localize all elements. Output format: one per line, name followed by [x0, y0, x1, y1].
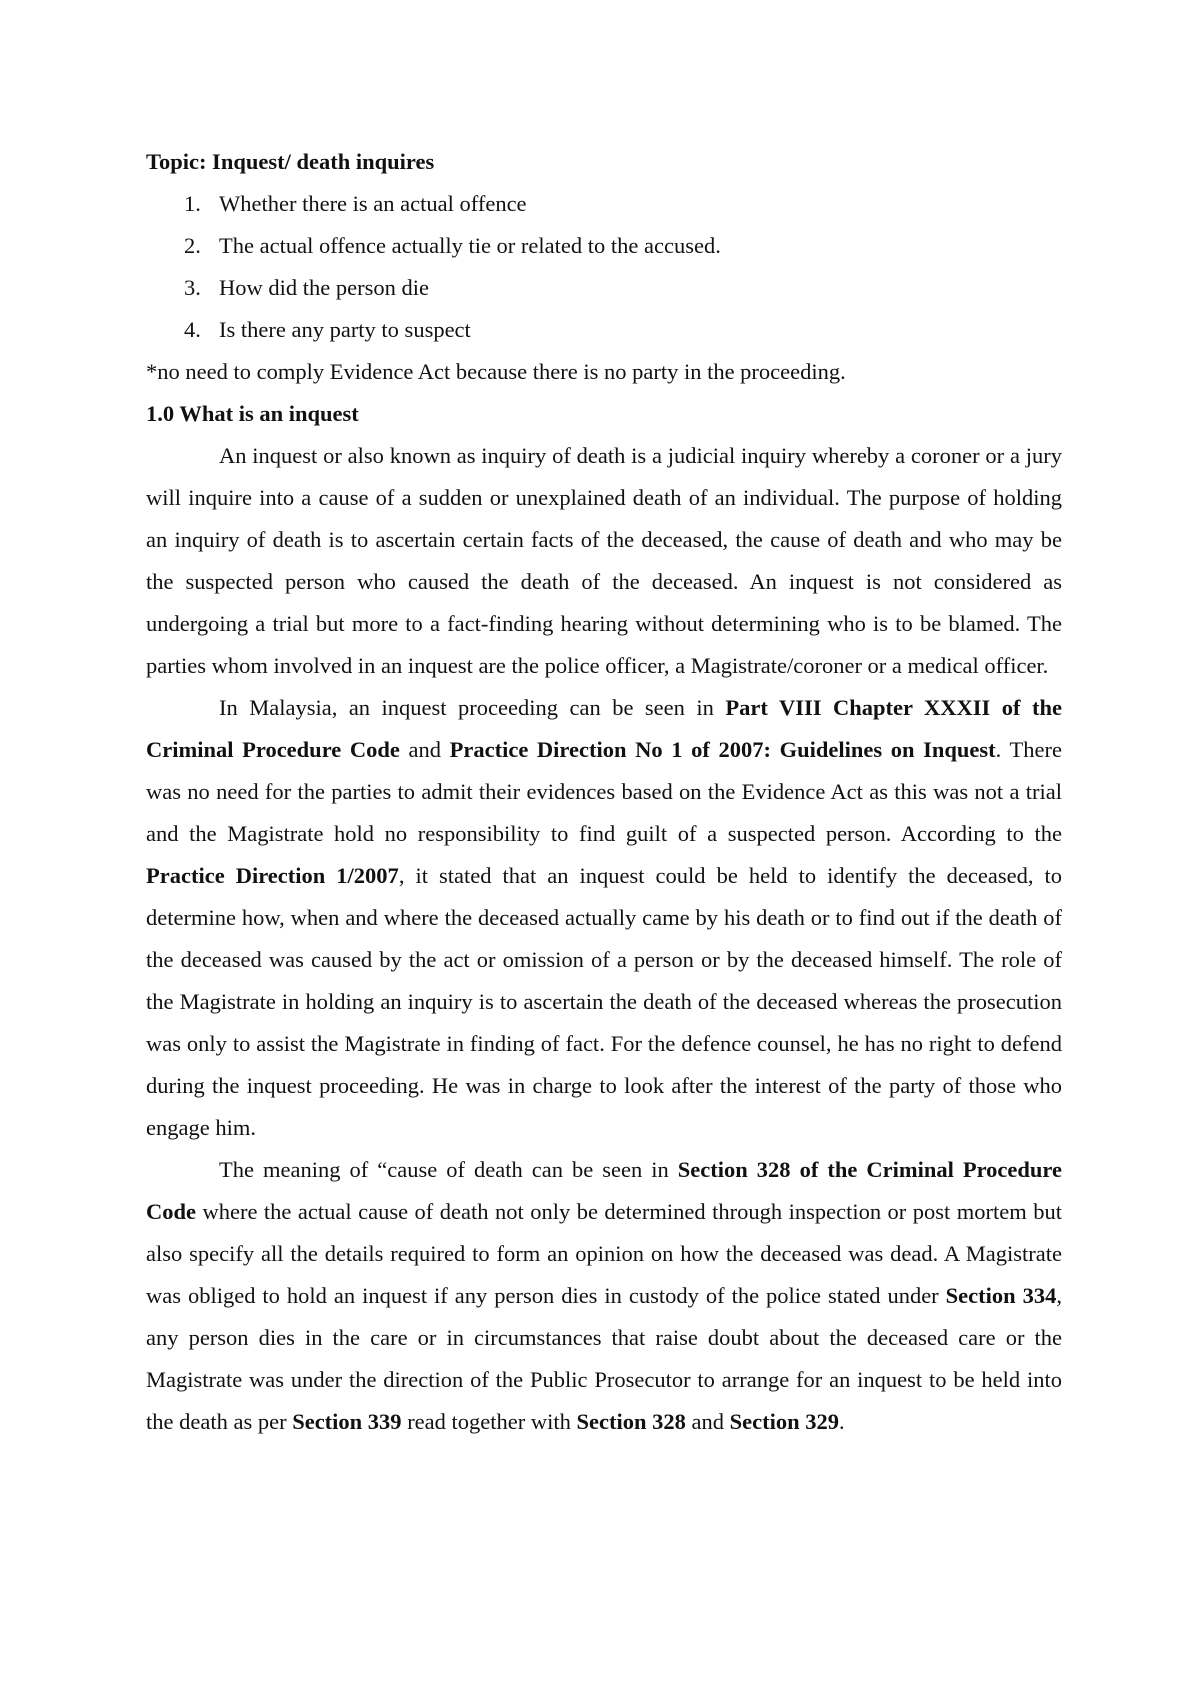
list-item-text: Whether there is an actual offence [219, 191, 527, 216]
paragraph-text: read together with [401, 1409, 577, 1434]
list-item-text: How did the person die [219, 275, 429, 300]
topic-heading: Topic: Inquest/ death inquires [146, 149, 435, 174]
list-item-text: The actual offence actually tie or related to the accused. [219, 233, 721, 258]
paragraph-malaysia-law [146, 687, 1062, 1149]
section-heading: 1.0 What is an inquest [146, 401, 359, 426]
list-item [146, 183, 1062, 225]
paragraph-text: and [685, 1409, 730, 1434]
paragraph-cause-of-death [146, 1149, 1062, 1443]
paragraph-text: In Malaysia, an inquest proceeding can be seen in [219, 695, 726, 720]
paragraph-text: and [399, 737, 450, 762]
paragraph-text: . [839, 1409, 845, 1434]
evidence-act-note: *no need to comply Evidence Act because there is no party in the proceeding. [146, 359, 846, 384]
legal-reference: Practice Direction No 1 of 2007: Guidelines on Inquest [449, 737, 996, 762]
list-item-number: 1. [184, 191, 201, 216]
legal-reference: Practice Direction 1/2007 [146, 863, 399, 888]
paragraph-text: The meaning of “cause of death can be seen in [219, 1157, 678, 1182]
paragraph-text: , it stated that an inquest could be held to identify the deceased, to determine how, when and where the deceased actually came by his death or to find out if the death of the deceased was caused by the act or omission of a person or by the deceased himself. The role of the Magistrate in holding an inquiry is to ascertain the death of the deceased whereas the prosecution was only to assist the Magistrate in finding of fact. For the defence counsel, he has no right to defend during the inquest proceeding. He was in charge to look after the interest of the party of those who engage him. [146, 863, 1062, 1140]
list-item [146, 309, 1062, 351]
question-list [146, 183, 1062, 351]
paragraph-text: . There was no need for the parties to admit their evidences based on the Evidence Act as this was not a trial and the Magistrate hold no responsibility to find guilt of a suspected person. According to the [146, 737, 1062, 846]
list-item-number: 2. [184, 233, 201, 258]
list-item-number: 4. [184, 317, 201, 342]
legal-reference: Section 329 [729, 1409, 839, 1434]
paragraph-definition: An inquest or also known as inquiry of death is a judicial inquiry whereby a coroner or a jury will inquire into a cause of a sudden or unexplained death of an individual. The purpose of holding an inquiry of death is to ascertain certain facts of the deceased, the cause of death and who may be the suspected person who caused the death of the deceased. An inquest is not considered as undergoing a trial but more to a fact-finding hearing without determining who is to be blamed. The parties whom involved in an inquest are the police officer, a Magistrate/coroner or a medical officer. [146, 443, 1062, 678]
list-item-text: Is there any party to suspect [219, 317, 471, 342]
legal-reference: Section 328 of the Criminal Procedure Code [146, 1157, 1063, 1224]
paragraph-text: , any person dies in the care or in circumstances that raise doubt about the deceased care or the Magistrate was under the direction of the Public Prosecutor to arrange for an inquest to be held into the death as per [146, 1283, 1062, 1434]
list-item [146, 267, 1062, 309]
list-item-number: 3. [184, 275, 201, 300]
legal-reference: Part VIII Chapter XXXII of the Criminal Procedure Code [146, 695, 1063, 762]
paragraph-text: where the actual cause of death not only be determined through inspection or post mortem but also specify all the details required to form an opinion on how the deceased was dead. A Magistrate was obliged to hold an inquest if any person dies in custody of the police stated under [146, 1199, 1062, 1308]
legal-reference: Section 334 [945, 1283, 1057, 1308]
list-item [146, 225, 1062, 267]
legal-reference: Section 328 [576, 1409, 686, 1434]
legal-reference: Section 339 [292, 1409, 402, 1434]
document-body [146, 141, 1062, 1443]
